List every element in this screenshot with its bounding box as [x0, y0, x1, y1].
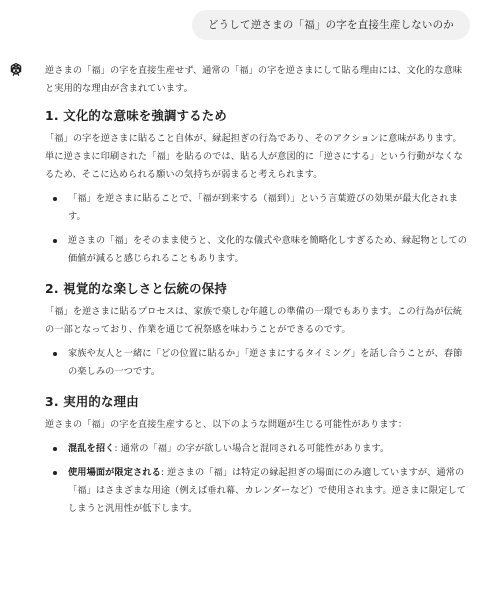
section-heading: 1. 文化的な意味を強調するため	[45, 108, 227, 123]
bullet-text: 逆さまの「福」をそのまま使うと、文化的な儀式や意味を簡略化しすぎるため、縁起物としての価値が減ると感じられることもあります。	[68, 235, 467, 264]
answer-intro: 逆さまの「福」の字を直接生産せず、通常の「福」の字を逆さまにして貼る理由には、文化的な意味と実用的な理由が含まれています。	[45, 65, 463, 94]
bullet-bold-label: 混乱を招く	[68, 443, 115, 454]
bullet-list	[45, 190, 470, 268]
section-heading: 2. 視覚的な楽しさと伝統の保持	[45, 281, 227, 296]
bullet-dot	[53, 471, 57, 475]
bullet-list	[45, 440, 470, 518]
bullet-text: 「福」を逆さまに貼ることで、「福が到来する（福到）」という言葉遊びの効果が最大化されます。	[68, 193, 458, 222]
bullet-item	[45, 190, 470, 226]
section-visual-tradition	[45, 280, 470, 381]
section-heading: 3. 実用的な理由	[45, 394, 139, 409]
bullet-text: : 通常の「福」の字が欲しい場合と混同される可能性があります。	[114, 443, 390, 454]
bullet-item	[45, 345, 470, 381]
user-message-row	[10, 10, 470, 40]
section-paragraph: 「福」を逆さまに貼るプロセスは、家族で楽しむ年越しの準備の一環でもあります。この行為が伝統の一部となっており、作業を通じて祝祭感を味わうことができるのです。	[45, 306, 463, 335]
bullet-dot	[53, 447, 57, 451]
bullet-bold-label: 使用場面が限定される	[68, 467, 161, 478]
bullet-dot	[53, 197, 57, 201]
bullet-text: : 逆さまの「福」は特定の縁起担ぎの場面にのみ適していますが、通常の「福」はさまざまな用途（例えば垂れ幕、カレンダーなど）で使用されます。逆さまに限定してしまうと汎用性が低下します。	[68, 467, 467, 514]
bullet-text: 家族や友人と一緒に「どの位置に貼るか」「逆さまにするタイミング」を話し合うことが、春節の楽しみの一つです。	[68, 348, 463, 377]
bullet-item	[45, 464, 470, 518]
chatgpt-logo-icon	[8, 62, 24, 78]
section-paragraph: 「福」の字を逆さまに貼ること自体が、縁起担ぎの行為であり、そのアクションに意味があります。単に逆さまに印刷された「福」を貼るのでは、貼る人が意図的に「逆さにする」という行動がなくなるため、そこに込められる願いの気持ちが弱まると考えられます。	[45, 133, 463, 180]
bullet-item	[45, 440, 470, 458]
section-practical-reasons	[45, 393, 470, 518]
section-paragraph: 逆さまの「福」の字を直接生産すると、以下のような問題が生じる可能性があります：	[45, 419, 408, 430]
bullet-item	[45, 232, 470, 268]
bullet-dot	[53, 352, 57, 356]
section-cultural-meaning	[45, 107, 470, 268]
assistant-message	[8, 62, 474, 524]
bullet-list	[45, 345, 470, 381]
bullet-dot	[53, 239, 57, 243]
assistant-answer-body	[45, 62, 470, 524]
user-message-bubble: どうして逆さまの「福」の字を直接生産しないのか	[192, 10, 470, 40]
